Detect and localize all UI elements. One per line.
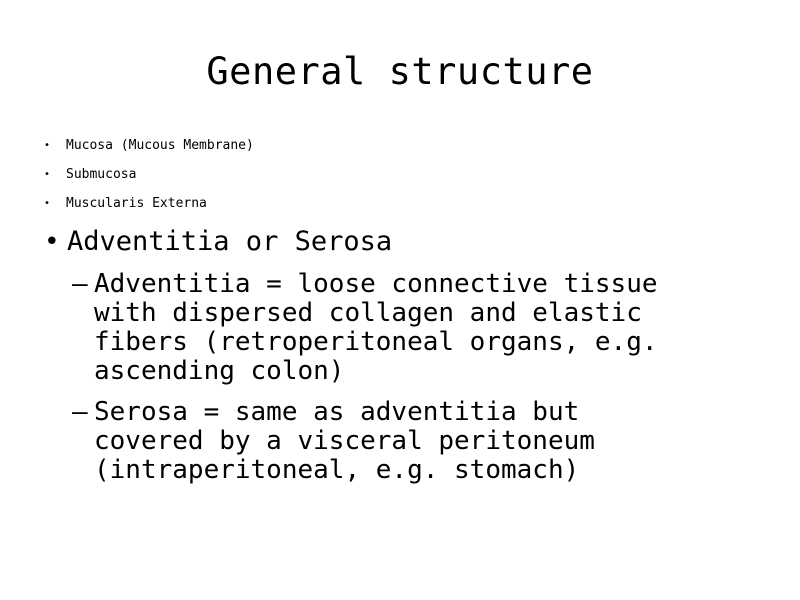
slide-title: General structure bbox=[206, 50, 594, 93]
bullet-icon: • bbox=[44, 169, 51, 180]
text-line: covered by a visceral peritoneum bbox=[94, 426, 595, 456]
list-item-text: Mucosa (Mucous Membrane) bbox=[66, 138, 254, 153]
sub-list-item-text bbox=[94, 270, 752, 386]
list-item-text: Submucosa bbox=[66, 167, 137, 182]
text-line: (intraperitoneal, e.g. stomach) bbox=[94, 455, 580, 485]
text-line: Serosa = same as adventitia but bbox=[94, 397, 580, 427]
text-line: Adventitia = loose connective tissue bbox=[94, 269, 658, 299]
sub-list-item-text bbox=[94, 398, 752, 485]
sub-bullet-list bbox=[72, 270, 752, 497]
text-line: ascending colon) bbox=[94, 356, 345, 386]
sub-list-item-serosa bbox=[72, 398, 752, 485]
bullet-icon: • bbox=[44, 198, 51, 209]
sub-list-item-adventitia bbox=[72, 270, 752, 386]
dash-icon: – bbox=[72, 397, 88, 427]
list-item-text: Muscularis Externa bbox=[66, 196, 207, 211]
main-bullet-text: Adventitia or Serosa bbox=[67, 226, 393, 257]
bullet-icon: • bbox=[44, 140, 51, 151]
text-line: fibers (retroperitoneal organs, e.g. bbox=[94, 327, 658, 357]
bullet-icon: • bbox=[44, 227, 60, 257]
dash-icon: – bbox=[72, 269, 88, 299]
text-line: with dispersed collagen and elastic bbox=[94, 298, 642, 328]
